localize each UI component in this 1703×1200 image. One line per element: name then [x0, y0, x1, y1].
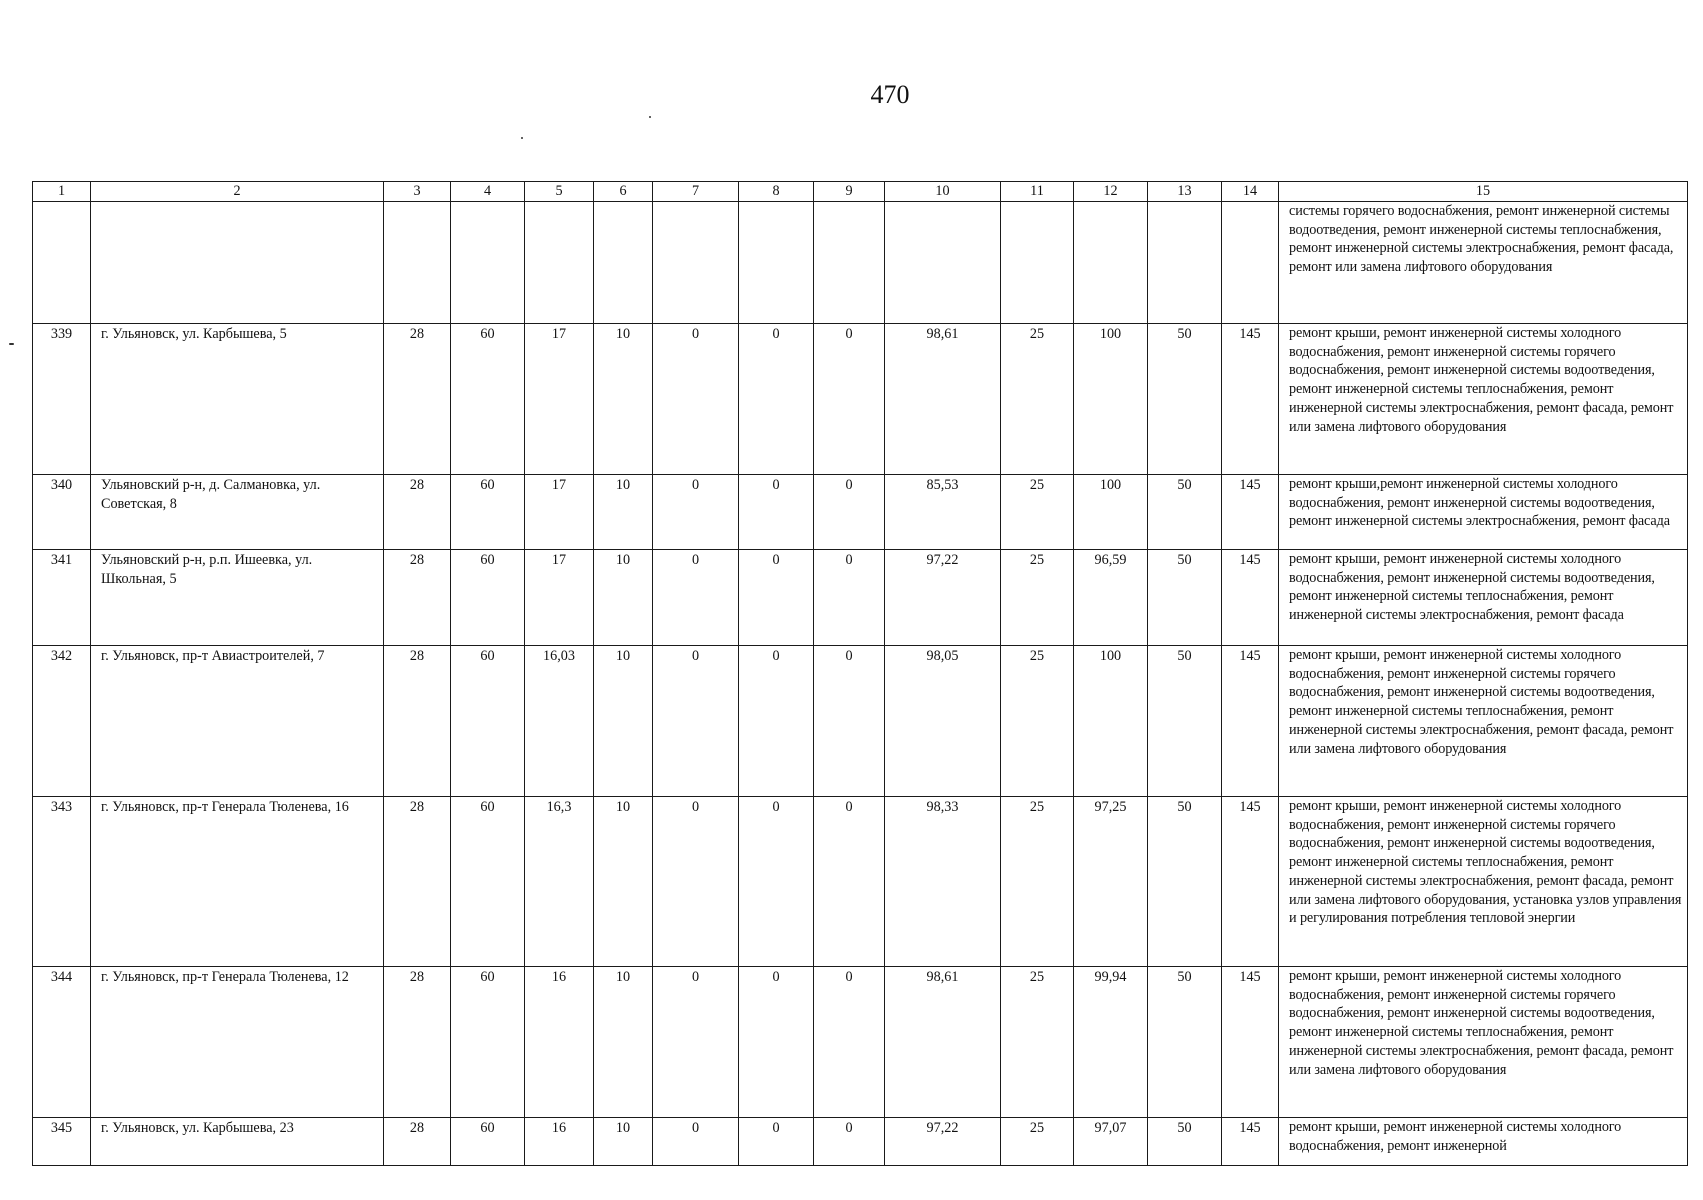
value-cell-10: 98,33 [885, 797, 1001, 967]
value-cell-6: 10 [594, 475, 653, 550]
value-cell-14: 145 [1222, 550, 1279, 646]
works-cell: ремонт крыши, ремонт инженерной системы холодного водоснабжения, ремонт инженерной системы горячего водоснабжения, ремонт инженерной системы водоотведения, ремонт инженерной системы теплоснабжения, ремонт инженерной системы электроснабжения, ремонт фасада, ремонт или замена лифтового оборудования [1279, 324, 1688, 475]
table-header [33, 182, 1688, 202]
value-cell-8: 0 [739, 1118, 814, 1166]
page-number: 470 [870, 80, 910, 109]
value-cell-14: 145 [1222, 967, 1279, 1118]
value-cell-9: 0 [814, 967, 885, 1118]
column-header-7: 7 [653, 182, 739, 202]
column-header-13: 13 [1148, 182, 1222, 202]
value-cell-5: 16 [525, 1118, 594, 1166]
value-cell-4: 60 [451, 324, 525, 475]
value-cell-14: 145 [1222, 475, 1279, 550]
value-cell-13: 50 [1148, 797, 1222, 967]
row-number: 341 [33, 550, 91, 646]
value-cell-10: 97,22 [885, 550, 1001, 646]
value-cell-11: 25 [1001, 967, 1074, 1118]
works-cell: ремонт крыши,ремонт инженерной системы холодного водоснабжения, ремонт инженерной системы водоотведения, ремонт инженерной системы электроснабжения, ремонт фасада [1279, 475, 1688, 550]
value-cell-7: 0 [653, 324, 739, 475]
table-row [33, 202, 1688, 324]
value-cell-10: 98,05 [885, 646, 1001, 797]
value-cell-7: 0 [653, 1118, 739, 1166]
address-cell: Ульяновский р-н, р.п. Ишеевка, ул. Школьная, 5 [91, 550, 384, 646]
row-number: 345 [33, 1118, 91, 1166]
row-number: 344 [33, 967, 91, 1118]
value-cell-13: 50 [1148, 646, 1222, 797]
value-cell-3 [384, 202, 451, 324]
value-cell-7: 0 [653, 797, 739, 967]
value-cell-12: 100 [1074, 475, 1148, 550]
value-cell-14: 145 [1222, 324, 1279, 475]
value-cell-4: 60 [451, 550, 525, 646]
value-cell-4: 60 [451, 475, 525, 550]
address-cell: г. Ульяновск, пр-т Авиастроителей, 7 [91, 646, 384, 797]
row-number: 340 [33, 475, 91, 550]
value-cell-11: 25 [1001, 646, 1074, 797]
header-row [33, 182, 1688, 202]
value-cell-11: 25 [1001, 475, 1074, 550]
repair-program-table [32, 181, 1688, 1166]
value-cell-9: 0 [814, 646, 885, 797]
table-row [33, 550, 1688, 646]
value-cell-13: 50 [1148, 550, 1222, 646]
value-cell-12: 99,94 [1074, 967, 1148, 1118]
value-cell-8: 0 [739, 324, 814, 475]
scan-speck [649, 116, 651, 118]
column-header-10: 10 [885, 182, 1001, 202]
value-cell-3: 28 [384, 550, 451, 646]
address-cell: г. Ульяновск, пр-т Генерала Тюленева, 16 [91, 797, 384, 967]
column-header-5: 5 [525, 182, 594, 202]
value-cell-11: 25 [1001, 324, 1074, 475]
address-cell: г. Ульяновск, пр-т Генерала Тюленева, 12 [91, 967, 384, 1118]
table-body [33, 202, 1688, 1166]
column-header-6: 6 [594, 182, 653, 202]
value-cell-6: 10 [594, 967, 653, 1118]
scan-speck [521, 137, 523, 139]
value-cell-13: 50 [1148, 324, 1222, 475]
value-cell-5: 17 [525, 324, 594, 475]
value-cell-12: 97,07 [1074, 1118, 1148, 1166]
value-cell-10 [885, 202, 1001, 324]
column-header-14: 14 [1222, 182, 1279, 202]
works-cell: системы горячего водоснабжения, ремонт инженерной системы водоотведения, ремонт инженерной системы теплоснабжения, ремонт инженерной системы электроснабжения, ремонт фасада, ремонт или замена лифтового оборудования [1279, 202, 1688, 324]
column-header-11: 11 [1001, 182, 1074, 202]
value-cell-12: 96,59 [1074, 550, 1148, 646]
value-cell-4 [451, 202, 525, 324]
value-cell-5: 16 [525, 967, 594, 1118]
scan-speck [9, 343, 14, 345]
value-cell-11 [1001, 202, 1074, 324]
address-cell [91, 202, 384, 324]
value-cell-6: 10 [594, 1118, 653, 1166]
table-row [33, 797, 1688, 967]
value-cell-10: 85,53 [885, 475, 1001, 550]
value-cell-5: 17 [525, 550, 594, 646]
value-cell-3: 28 [384, 1118, 451, 1166]
column-header-15: 15 [1279, 182, 1688, 202]
table-row [33, 646, 1688, 797]
table-row [33, 1118, 1688, 1166]
value-cell-14: 145 [1222, 797, 1279, 967]
value-cell-10: 98,61 [885, 324, 1001, 475]
row-number: 339 [33, 324, 91, 475]
value-cell-14: 145 [1222, 646, 1279, 797]
value-cell-9: 0 [814, 550, 885, 646]
value-cell-6: 10 [594, 324, 653, 475]
value-cell-7: 0 [653, 646, 739, 797]
column-header-9: 9 [814, 182, 885, 202]
value-cell-8: 0 [739, 646, 814, 797]
value-cell-9 [814, 202, 885, 324]
value-cell-11: 25 [1001, 550, 1074, 646]
value-cell-12: 100 [1074, 646, 1148, 797]
value-cell-9: 0 [814, 1118, 885, 1166]
value-cell-3: 28 [384, 967, 451, 1118]
value-cell-12 [1074, 202, 1148, 324]
column-header-1: 1 [33, 182, 91, 202]
column-header-2: 2 [91, 182, 384, 202]
address-cell: г. Ульяновск, ул. Карбышева, 5 [91, 324, 384, 475]
works-cell: ремонт крыши, ремонт инженерной системы холодного водоснабжения, ремонт инженерной системы горячего водоснабжения, ремонт инженерной системы водоотведения, ремонт инженерной системы теплоснабжения, ремонт инженерной системы электроснабжения, ремонт фасада, ремонт или замена лифтового оборудования [1279, 646, 1688, 797]
value-cell-8: 0 [739, 967, 814, 1118]
value-cell-7: 0 [653, 475, 739, 550]
value-cell-14 [1222, 202, 1279, 324]
value-cell-8: 0 [739, 475, 814, 550]
value-cell-12: 97,25 [1074, 797, 1148, 967]
value-cell-12: 100 [1074, 324, 1148, 475]
value-cell-13: 50 [1148, 1118, 1222, 1166]
value-cell-14: 145 [1222, 1118, 1279, 1166]
value-cell-7: 0 [653, 550, 739, 646]
column-header-3: 3 [384, 182, 451, 202]
row-number: 343 [33, 797, 91, 967]
row-number [33, 202, 91, 324]
value-cell-10: 98,61 [885, 967, 1001, 1118]
value-cell-13: 50 [1148, 967, 1222, 1118]
value-cell-9: 0 [814, 797, 885, 967]
value-cell-5: 16,03 [525, 646, 594, 797]
value-cell-6: 10 [594, 797, 653, 967]
works-cell: ремонт крыши, ремонт инженерной системы холодного водоснабжения, ремонт инженерной системы горячего водоснабжения, ремонт инженерной системы водоотведения, ремонт инженерной системы теплоснабжения, ремонт инженерной системы электроснабжения, ремонт фасада, ремонт или замена лифтового оборудования, установка узлов управления и регулирования потребления тепловой энергии [1279, 797, 1688, 967]
value-cell-6 [594, 202, 653, 324]
value-cell-4: 60 [451, 797, 525, 967]
value-cell-9: 0 [814, 324, 885, 475]
value-cell-8: 0 [739, 797, 814, 967]
value-cell-4: 60 [451, 646, 525, 797]
table-row [33, 475, 1688, 550]
value-cell-11: 25 [1001, 797, 1074, 967]
table-row [33, 967, 1688, 1118]
value-cell-13 [1148, 202, 1222, 324]
value-cell-6: 10 [594, 646, 653, 797]
value-cell-7 [653, 202, 739, 324]
value-cell-7: 0 [653, 967, 739, 1118]
address-cell: Ульяновский р-н, д. Салмановка, ул. Советская, 8 [91, 475, 384, 550]
value-cell-8: 0 [739, 550, 814, 646]
column-header-8: 8 [739, 182, 814, 202]
value-cell-10: 97,22 [885, 1118, 1001, 1166]
value-cell-4: 60 [451, 967, 525, 1118]
column-header-12: 12 [1074, 182, 1148, 202]
works-cell: ремонт крыши, ремонт инженерной системы холодного водоснабжения, ремонт инженерной системы водоотведения, ремонт инженерной системы теплоснабжения, ремонт инженерной системы электроснабжения, ремонт фасада [1279, 550, 1688, 646]
value-cell-3: 28 [384, 797, 451, 967]
value-cell-3: 28 [384, 475, 451, 550]
value-cell-5: 17 [525, 475, 594, 550]
address-cell: г. Ульяновск, ул. Карбышева, 23 [91, 1118, 384, 1166]
value-cell-8 [739, 202, 814, 324]
value-cell-4: 60 [451, 1118, 525, 1166]
value-cell-5 [525, 202, 594, 324]
works-cell: ремонт крыши, ремонт инженерной системы холодного водоснабжения, ремонт инженерной [1279, 1118, 1688, 1166]
value-cell-13: 50 [1148, 475, 1222, 550]
works-cell: ремонт крыши, ремонт инженерной системы холодного водоснабжения, ремонт инженерной системы горячего водоснабжения, ремонт инженерной системы водоотведения, ремонт инженерной системы теплоснабжения, ремонт инженерной системы электроснабжения, ремонт фасада, ремонт или замена лифтового оборудования [1279, 967, 1688, 1118]
column-header-4: 4 [451, 182, 525, 202]
row-number: 342 [33, 646, 91, 797]
value-cell-6: 10 [594, 550, 653, 646]
table-row [33, 324, 1688, 475]
value-cell-5: 16,3 [525, 797, 594, 967]
value-cell-11: 25 [1001, 1118, 1074, 1166]
value-cell-9: 0 [814, 475, 885, 550]
value-cell-3: 28 [384, 646, 451, 797]
value-cell-3: 28 [384, 324, 451, 475]
